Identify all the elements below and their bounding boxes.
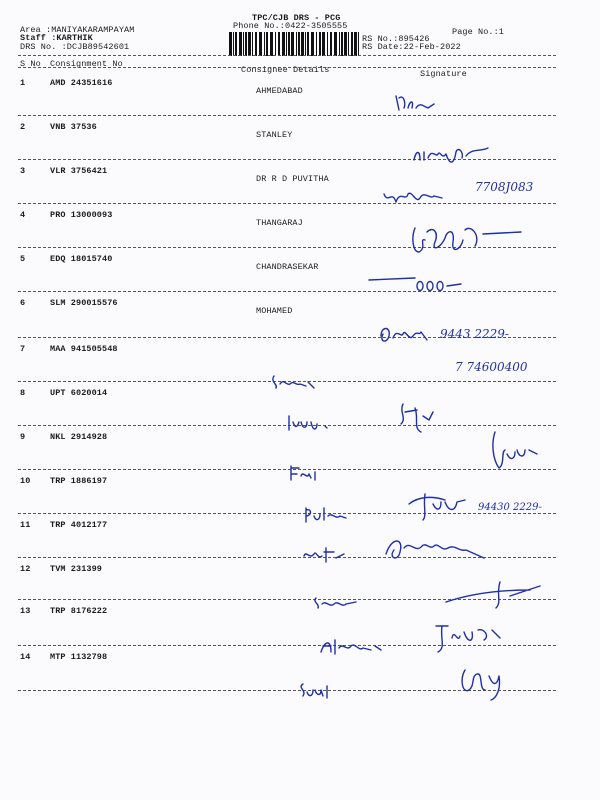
handwritten-phone-row-10: 94430 2229- (478, 502, 542, 513)
row-consignee: MOHAMED (256, 306, 293, 316)
signature-row-5 (365, 268, 475, 298)
signature-row-7a (268, 368, 328, 392)
row-consignment-no: MTP 1132798 (50, 652, 108, 662)
row-consignment-no: AMD 24351616 (50, 78, 113, 88)
row-sno: 10 (20, 476, 31, 486)
row-sno: 4 (20, 210, 26, 220)
signature-row-2 (410, 138, 500, 170)
barcode (229, 32, 360, 56)
handwritten-phone-row-6: 9443 2229- (440, 327, 509, 341)
handwritten-phone-row-3: 7708J083 (475, 180, 534, 194)
signature-row-4 (405, 218, 525, 260)
page-number: Page No.:1 (452, 27, 505, 37)
row-sno: 5 (20, 254, 26, 264)
row-sno: 9 (20, 432, 26, 442)
signature-row-11b (380, 528, 490, 568)
rs-date: RS Date:22-Feb-2022 (362, 42, 461, 52)
row-consignment-no: TRP 1886197 (50, 476, 108, 486)
row-sno: 8 (20, 388, 26, 398)
signature-row-8a (285, 410, 355, 434)
row-consignee: STANLEY (256, 130, 293, 140)
row-consignment-no: UPT 6020014 (50, 388, 108, 398)
row-consignment-no: NKL 2914928 (50, 432, 108, 442)
signature-row-12a (310, 592, 370, 612)
row-consignee: DR R D PUVITHA (256, 174, 329, 184)
rs-number: RS No.:895426 (362, 34, 430, 44)
row-sno: 2 (20, 122, 26, 132)
row-consignment-no: SLM 290015576 (50, 298, 118, 308)
row-consignment-no: VNB 37536 (50, 122, 97, 132)
signature-row-9a (285, 460, 335, 486)
signature-row-13a (315, 632, 395, 660)
row-consignee: THANGARAJ (256, 218, 303, 228)
signature-row-14a (295, 676, 345, 702)
row-sno: 13 (20, 606, 31, 616)
signature-row-1 (390, 88, 440, 118)
phone-number: Phone No.:0422-3505555 (233, 21, 348, 31)
signature-row-8b (395, 398, 445, 438)
staff-label: Staff :KARTHIK (20, 33, 93, 43)
area-label: Area :MANIYAKARAMPAYAM (20, 25, 135, 35)
signature-row-12b (440, 576, 550, 612)
signature-row-6 (375, 320, 435, 350)
row-consignment-no: MAA 941505548 (50, 344, 118, 354)
signature-row-14b (455, 660, 515, 704)
row-sno: 6 (20, 298, 26, 308)
row-sno: 3 (20, 166, 26, 176)
handwritten-phone-row-7: 7 74600400 (455, 360, 528, 374)
signature-row-10a (300, 500, 370, 526)
signature-row-10b (405, 486, 485, 522)
row-consignment-no: TRP 4012177 (50, 520, 108, 530)
row-sno: 11 (20, 520, 31, 530)
header-divider (18, 55, 556, 56)
row-sno: 7 (20, 344, 26, 354)
row-consignment-no: TRP 8176222 (50, 606, 108, 616)
row-consignment-no: VLR 3756421 (50, 166, 108, 176)
row-sno: 12 (20, 564, 31, 574)
row-consignment-no: EDQ 18015740 (50, 254, 113, 264)
signature-row-13b (430, 618, 510, 658)
row-consignee: CHANDRASEKAR (256, 262, 319, 272)
row-consignee: AHMEDABAD (256, 86, 303, 96)
signature-row-9 (485, 428, 545, 478)
col-signature: Signature (420, 69, 467, 79)
drs-number: DRS No. :DCJB89542601 (20, 42, 130, 52)
signature-row-3 (380, 180, 480, 210)
row-sno: 14 (20, 652, 31, 662)
col-consignee: Consignee Details (241, 65, 330, 75)
row-divider (18, 115, 556, 116)
col-sno: S No (20, 59, 41, 69)
col-consignment: Consignment No (50, 59, 123, 69)
row-divider (18, 291, 556, 292)
row-consignment-no: TVM 231399 (50, 564, 103, 574)
row-sno: 1 (20, 78, 26, 88)
column-divider (18, 67, 556, 68)
signature-row-11a (300, 540, 360, 566)
row-consignment-no: PRO 13000093 (50, 210, 113, 220)
document-title: TPC/CJB DRS - PCG (252, 13, 341, 23)
